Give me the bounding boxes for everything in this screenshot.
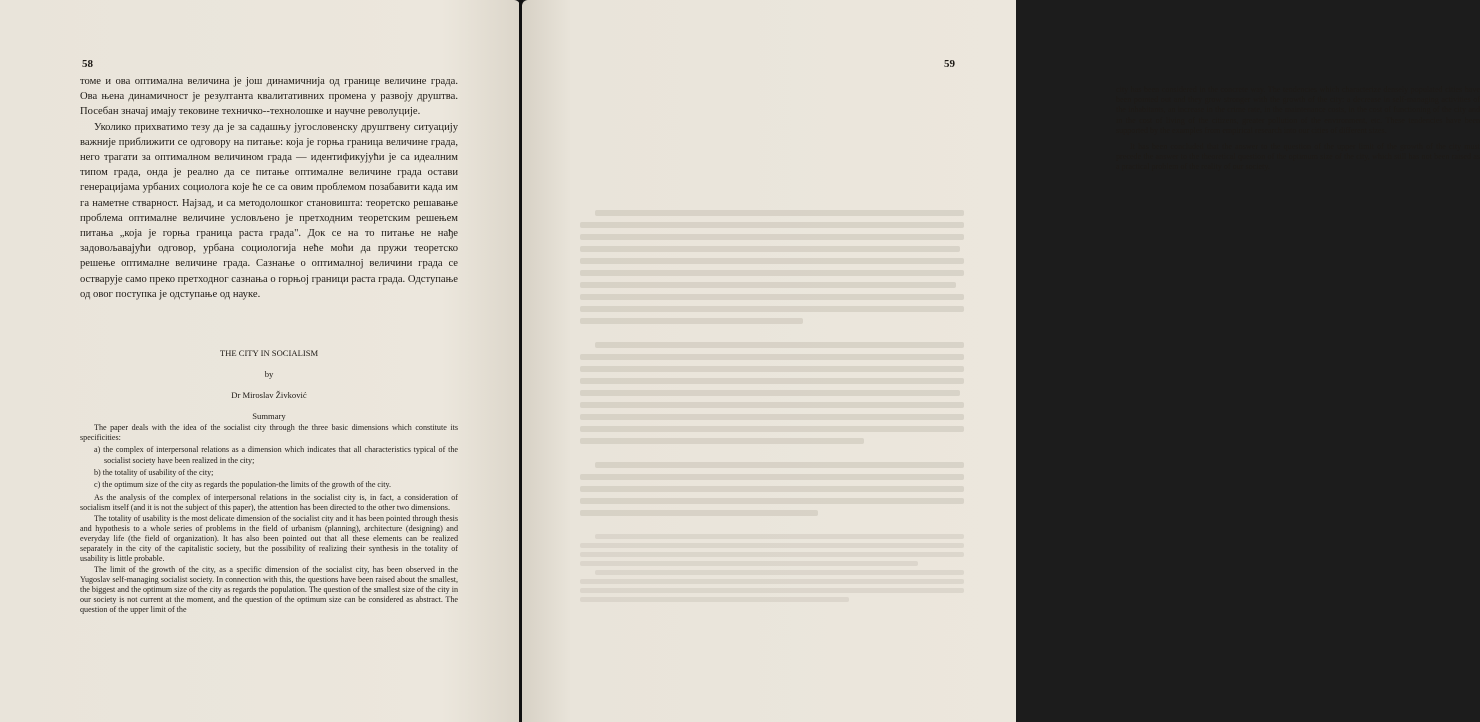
summary-heading [80,343,458,427]
english-text-block [1116,85,1480,179]
summary-paragraph: The totality of usability is the most delicate dimension of the socialist city and it has been pointed through thesis and hypothesis to a whole series of problems in the field of urbanism (planning), architecture (designing) and everyday life (the field of organization). It has also been pointed out that all these elements can be realized separately in the city of the capitalistic society, but the possibility of realizing their synthesis in the totality of usability is little probable. [80,513,458,564]
english-paragraph: city has been considered in the concrete way. The tendencies which characterize densely populated cities have been pointed out and they grow stronger with the growth of the city: a decrease in self-managing activities of the inhabitants, an increase in the crime rate, in the maintenance costs, in the cost of functioning of the city and in the cost of living of the citizens, greater pollution of the environment, etc. These tendencies have been supported by the examples from empirical research into our cities of different sizes. [1116,85,1480,135]
page-number-right: 59 [944,58,955,70]
english-paragraph: It has been concluded that the answer to the question of the upper limit of the growth of the city must precede the answer to the theoretical question of the optimum size of the city, which still has not been raised as a practical problem of the reality of our society. [1116,142,1480,172]
bleed-through-text [580,210,964,670]
summary-title: THE CITY IN SOCIALISM [219,348,319,358]
summary-list-item: a) the complex of interpersonal relations as a dimension which indicates that all characteristics typical of the socialist society have been realized in the city; [94,445,458,465]
page-number-left: 58 [82,58,93,70]
summary-paragraph: As the analysis of the complex of interpersonal relations in the socialist city is, in fact, a consideration of socialism itself (and it is not the subject of this paper), the attention has been directed to the other two dimensions. [80,493,458,513]
summary-by: by [264,369,274,379]
summary-label: Summary [252,411,286,421]
summary-list-item: c) the optimum size of the city as regards the population-the limits of the growth of the city. [94,480,392,490]
summary-paragraph: The limit of the growth of the city, as a specific dimension of the socialist city, has been observed in the Yugoslav self-managing socialist society. In connection with this, the questions have been raised about the smallest, the biggest and the optimum size of the city as regards the population. The question of the smallest size of the city in our society is not current at the moment, and the question of the optimum size can be considered as abstract. The question of the upper limit of the [80,564,458,615]
summary-intro: The paper deals with the idea of the socialist city through the three basic dimensions which constitute its specificities: [80,423,458,443]
serbian-text-block [80,74,458,302]
serbian-paragraph: томе и ова оптимална величина је још динамичнија од границе величине града. Ова њена динамичност је резултанта квалитативних промена у развоју друштва. Посебан значај имају тековине техничко--технолошке и научне револуције. [80,76,458,118]
summary-body [80,423,458,616]
summary-list [80,445,458,490]
summary-list-item: b) the totality of usability of the city; [94,467,214,477]
summary-author: Dr Miroslav Živković [231,390,307,400]
left-page [0,0,520,722]
serbian-paragraph: Уколико прихватимо тезу да је за садашњу југословенску друштвену ситуацију важније приближити се одговору на питање: која је горња граница величине града, него трагати за оптималном величином града — идентификујући је са идеалним типом града, онда је реално да се питање оптималне величине града остави генерацијама урбаних социолога које ће се са овим проблемом позабавити када им га наметне стварност. Најзад, и са методолошког становишта: теоретско решавање проблема оптималне величине условљено је претходним теоретским решењем питања „која је горња граница раста града". Док се на то питање не нађе задовољавајући одговор, урбана социологија неће моћи да пружи теоретско решење оптималне величине града. Сазнање о оптималној величини града се остварује само преко претходног сазнања о горњој граници раста града. Одступање од овог поступка је одступање од науке. [80,121,458,300]
